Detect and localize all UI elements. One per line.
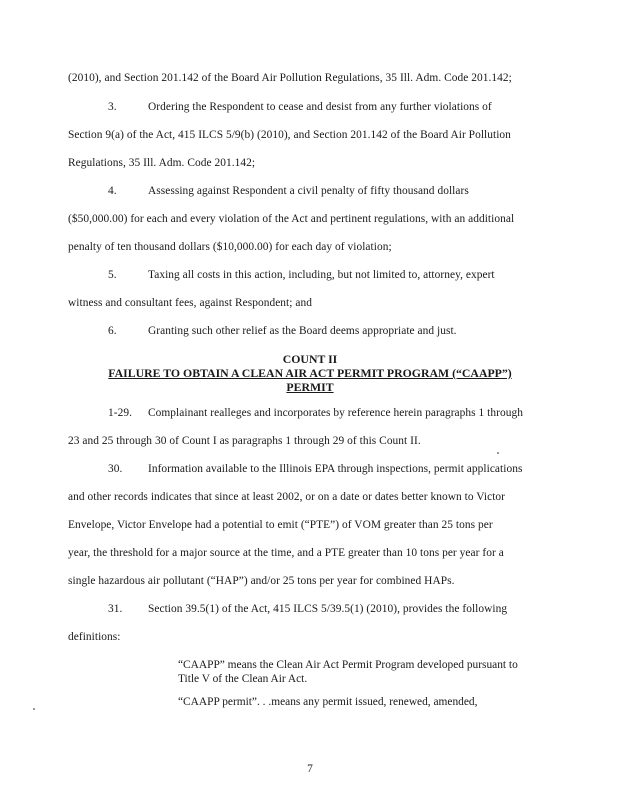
paragraph-number: 1-29.	[108, 407, 132, 419]
text-line: Envelope, Victor Envelope had a potential to emit (“PTE”) of VOM greater than 25 tons per	[68, 519, 493, 531]
paragraph-text: Granting such other relief as the Board deems appropriate and just.	[148, 325, 457, 337]
paragraph-text: Assessing against Respondent a civil penalty of fifty thousand dollars	[148, 185, 469, 197]
paragraph-number: 4.	[108, 185, 117, 197]
paragraph-1-29-first-line	[108, 407, 523, 419]
count-heading: COUNT II	[282, 352, 338, 366]
text-line: (2010), and Section 201.142 of the Board Air Pollution Regulations, 35 Ill. Adm. Code 201.142;	[68, 72, 512, 84]
count-title: FAILURE TO OBTAIN A CLEAN AIR ACT PERMIT PROGRAM (“CAAPP”)	[108, 366, 512, 380]
text-line: year, the threshold for a major source at the time, and a PTE greater than 10 tons per year for a	[68, 547, 504, 559]
paragraph-number: 30.	[108, 463, 123, 475]
paragraph-30-first-line	[108, 463, 522, 475]
text-line: witness and consultant fees, against Respondent; and	[68, 297, 312, 309]
paragraph-text: Taxing all costs in this action, including, but not limited to, attorney, expert	[148, 269, 495, 281]
text-line: penalty of ten thousand dollars ($10,000.00) for each day of violation;	[68, 241, 392, 253]
paragraph-3-first-line	[108, 101, 492, 113]
paragraph-4-first-line	[108, 185, 469, 197]
text-line: and other records indicates that since at least 2002, or on a date or dates better known to Victor	[68, 491, 506, 503]
scan-speck	[497, 452, 499, 454]
paragraph-5-first-line	[108, 269, 495, 281]
text-line: Regulations, 35 Ill. Adm. Code 201.142;	[68, 157, 256, 169]
paragraph-6-first-line	[108, 325, 457, 337]
paragraph-text: Ordering the Respondent to cease and desist from any further violations of	[148, 101, 492, 113]
paragraph-number: 6.	[108, 325, 117, 337]
paragraph-text: Section 39.5(1) of the Act, 415 ILCS 5/39.5(1) (2010), provides the following	[148, 603, 508, 615]
count-title-continued: PERMIT	[286, 380, 334, 394]
paragraph-number: 5.	[108, 269, 117, 281]
block-quote-line: “CAAPP permit”. . .means any permit issued, renewed, amended,	[178, 696, 478, 708]
paragraph-number: 31.	[108, 603, 123, 615]
text-line: definitions:	[68, 631, 121, 643]
paragraph-number: 3.	[108, 101, 117, 113]
scan-speck	[33, 708, 35, 710]
block-quote-line: “CAAPP” means the Clean Air Act Permit Program developed pursuant to	[178, 659, 518, 671]
text-line: single hazardous air pollutant (“HAP”) and/or 25 tons per year for combined HAPs.	[68, 575, 455, 587]
text-line: 23 and 25 through 30 of Count I as paragraphs 1 through 29 of this Count II.	[68, 435, 421, 447]
paragraph-31-first-line	[108, 603, 507, 615]
paragraph-text: Complainant realleges and incorporates by reference herein paragraphs 1 through	[148, 407, 523, 419]
text-line: Section 9(a) of the Act, 415 ILCS 5/9(b) (2010), and Section 201.142 of the Board Air Pollution	[68, 129, 511, 141]
text-line: ($50,000.00) for each and every violation of the Act and pertinent regulations, with an additional	[68, 213, 515, 225]
page-number: 7	[307, 763, 313, 775]
paragraph-text: Information available to the Illinois EPA through inspections, permit applications	[148, 463, 523, 475]
block-quote-line: Title V of the Clean Air Act.	[178, 673, 308, 685]
